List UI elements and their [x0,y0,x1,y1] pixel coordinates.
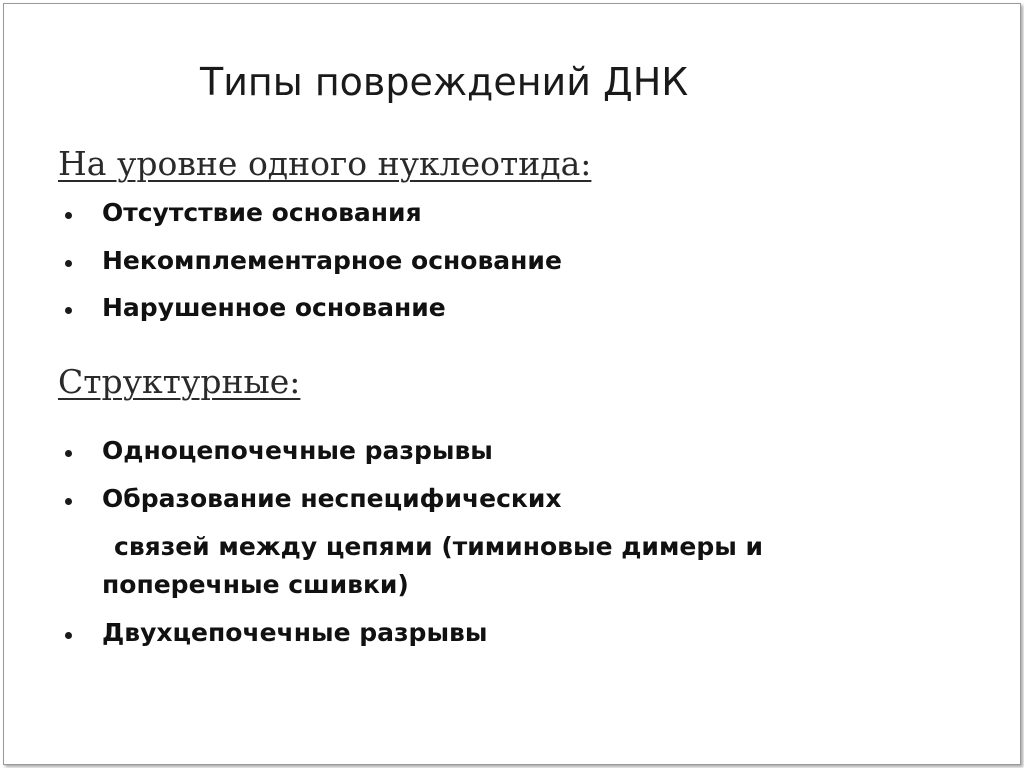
list-item: Нарушенное основание [102,293,446,322]
bullet-dot-icon [65,212,72,219]
slide-title: Типы повреждений ДНК [200,60,689,104]
bullet-dot-icon [65,260,72,267]
bullet-dot-icon [65,450,72,457]
list-item: Двухцепочечные разрывы [102,618,488,647]
list-item: Одноцепочечные разрывы [102,436,493,465]
list-item-continuation: связей между цепями (тиминовые димеры и [114,532,764,561]
list-item: Некомплементарное основание [102,246,562,275]
slide [3,3,1021,765]
list-item: Отсутствие основания [102,198,422,227]
section-heading-single-nucleotide: На уровне одного нуклеотида: [58,144,592,183]
list-item: Образование неспецифических [102,484,562,513]
section-heading-structural: Структурные: [58,362,301,401]
list-item-continuation: поперечные сшивки) [102,570,409,599]
bullet-dot-icon [65,632,72,639]
bullet-dot-icon [65,307,72,314]
bullet-dot-icon [65,498,72,505]
